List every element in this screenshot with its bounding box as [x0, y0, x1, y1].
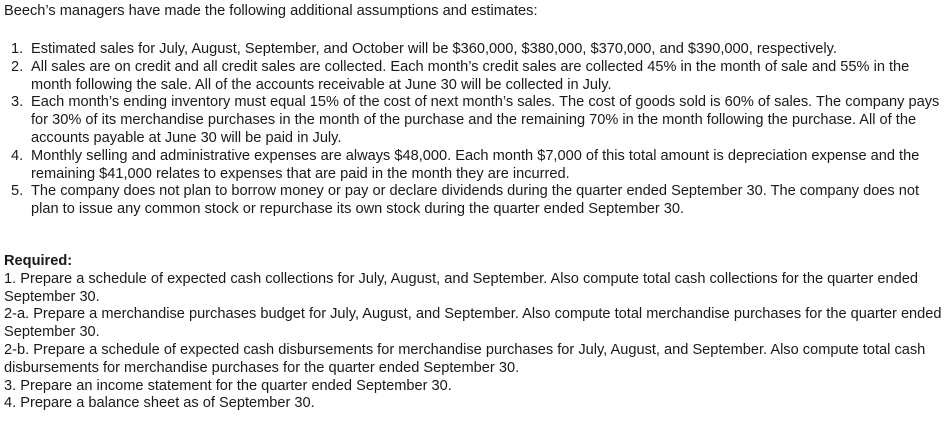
assumption-item — [4, 183, 947, 219]
assumption-number: 4. — [11, 147, 24, 164]
assumption-text: Monthly selling and administrative expenses are always $48,000. Each month $7,000 of this total amount is depreciation expense and the remaining $41,000 relates to expenses that are paid in the month they are incurred. — [31, 147, 920, 182]
assumption-item — [4, 41, 947, 59]
required-item: 4. Prepare a balance sheet as of September 30. — [4, 395, 315, 412]
assumption-number: 3. — [11, 94, 24, 111]
assumption-item — [4, 148, 947, 184]
intro-text: Beech’s managers have made the following additional assumptions and estimates: — [4, 3, 538, 19]
assumption-number: 2. — [11, 58, 24, 75]
required-section — [4, 253, 947, 413]
required-heading: Required: — [4, 252, 73, 269]
required-item: 2-b. Prepare a schedule of expected cash disbursements for merchandise purchases for July, August, and September. Also compute total cash disbursements for merchandise purchases for the quarter ended September 30. — [4, 341, 926, 376]
assumptions-list — [4, 41, 947, 219]
required-item: 3. Prepare an income statement for the quarter ended September 30. — [4, 377, 452, 394]
assumption-text: Estimated sales for July, August, September, and October will be $360,000, $380,000, $370,000, and $390,000, respectively. — [31, 41, 837, 57]
assumption-text: Each month’s ending inventory must equal 15% of the cost of next month’s sales. The cost of goods sold is 60% of sales. The company pays for 30% of its merchandise purchases in the month of the purchase and the remaining 70% in the month following the purchase. All of the accounts payable at June 30 will be paid in July. — [31, 94, 940, 146]
assumption-number: 5. — [11, 183, 24, 200]
required-item: 2-a. Prepare a merchandise purchases budget for July, August, and September. Also compute total merchandise purchases for the quarter ended September 30. — [4, 306, 942, 341]
assumption-item — [4, 94, 947, 147]
assumption-text: The company does not plan to borrow money or pay or declare dividends during the quarter ended September 30. The company does not plan to issue any common stock or repurchase its own stock during the quarter ended September 30. — [31, 183, 920, 218]
assumption-text: All sales are on credit and all credit sales are collected. Each month’s credit sales are collected 45% in the month of sale and 55% in the month following the sale. All of the accounts receivable at June 30 will be collected in July. — [31, 58, 910, 93]
required-item: 1. Prepare a schedule of expected cash collections for July, August, and September. Also compute total cash collections for the quarter ended September 30. — [4, 270, 919, 305]
assumption-item — [4, 59, 947, 95]
assumption-number: 1. — [11, 41, 24, 57]
